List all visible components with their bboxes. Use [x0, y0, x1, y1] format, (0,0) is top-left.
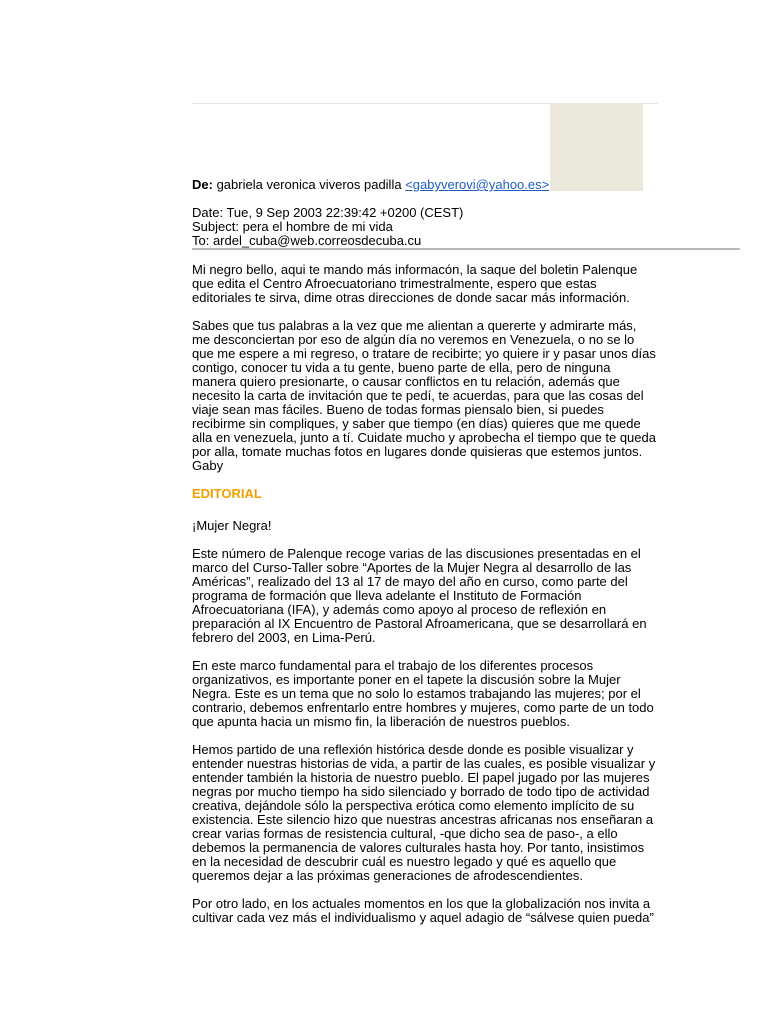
editorial-paragraph-4: Por otro lado, en los actuales momentos en los que la globalización nos invita a cultivar cada vez más el individualismo y aquel adagio de “sálvese quien pueda” — [192, 896, 654, 925]
from-label: De: — [192, 177, 213, 192]
from-line — [192, 178, 662, 192]
email-body — [192, 263, 658, 939]
editorial-heading: ¡Mujer Negra! — [192, 518, 272, 533]
from-email-link[interactable]: <gabyverovi@yahoo.es> — [405, 177, 550, 192]
editorial-paragraph-2: En este marco fundamental para el trabajo de los diferentes procesos organizativos, es importante poner en el tapete la discusión sobre la Mujer Negra. Este es un tema que no solo lo estamos trabajando las mujeres; por el contrario, debemos enfrentarlo entre hombres y mujeres, como parte de un todo que apunta hacia un mismo fin, la liberación de nuestros pueblos. — [192, 658, 654, 729]
letter-paragraph-1: Mi negro bello, aqui te mando más informacón, la saque del boletin Palenque que edita el Centro Afroecuatoriano trimestralmente, espero que estas editoriales te sirva, dime otras direcciones de donde sacar más información. — [192, 262, 638, 305]
letter-paragraph-2: Sabes que tus palabras a la vez que me alientan a quererte y admirarte más, me desconciertan por eso de algún día no veremos en Venezuela, o no se lo que me espere a mi regreso, o tratare de recibirte; yo quiere ir y pasar unos días contigo, conocer tu vida a tu gente, bueno parte de ella, pero de ninguna manera quiero presionarte, o causar conflictos en tu relación, además que necesito la carta de invitación que te pedí, te acuerdas, para que las cosas del viaje sean mas fáciles. Bueno de todas formas piensalo bien, si puedes recibirme sin compliques, y saber que tiempo (en días) quieres que me quede alla en venezuela, junto a tí. Cuidate mucho y aprobecha el tiempo que te queda por alla, tomate muchas fotos en lugares donde quisieras que estemos juntos. — [192, 318, 656, 459]
email-header — [192, 178, 662, 248]
header-divider — [192, 248, 740, 250]
subject-line: Subject: pera el hombre de mi vida — [192, 219, 393, 234]
editorial-paragraph-3: Hemos partido de una reflexión histórica desde donde es posible visualizar y entender nuestras historias de vida, a partir de las cuales, es posible visualizar y entender también la historia de nuestro pueblo. El papel jugado por las mujeres negras por mucho tiempo ha sido silenciado y borrado de todo tipo de actividad creativa, dejándole sólo la perspectiva erótica como elemento implícito de su existencia. Este silencio hizo que nuestras ancestras africanas nos enseñaran a crear varias formas de resistencia cultural, -que dicho sea de paso-, a ello debemos la permanencia de valores culturales hasta hoy. Por tanto, insistimos en la necesidad de descubrir cuál es nuestro legado y qué es aquello que queremos dejar a las próximas generaciones de afrodescendientes. — [192, 742, 656, 883]
header-fields — [192, 206, 662, 248]
signature: Gaby — [192, 458, 224, 473]
to-line: To: ardel_cuba@web.correosdecuba.cu — [192, 233, 422, 248]
from-name: gabriela veronica viveros padilla — [216, 177, 402, 192]
section-title: EDITORIAL — [192, 486, 262, 501]
date-line: Date: Tue, 9 Sep 2003 22:39:42 +0200 (CEST) — [192, 205, 464, 220]
editorial-paragraph-1: Este número de Palenque recoge varias de las discusiones presentadas en el marco del Curso-Taller sobre “Aportes de la Mujer Negra al desarrollo de las Américas”, realizado del 13 al 17 de mayo del año en curso, como parte del programa de formación que lleva adelante el Instituto de Formación Afroecuatoriana (IFA), y además como apoyo al proceso de reflexión en preparación al IX Encuentro de Pastoral Afroamericana, que se desarrollará en febrero del 2003, en Lima-Perú. — [192, 546, 647, 645]
